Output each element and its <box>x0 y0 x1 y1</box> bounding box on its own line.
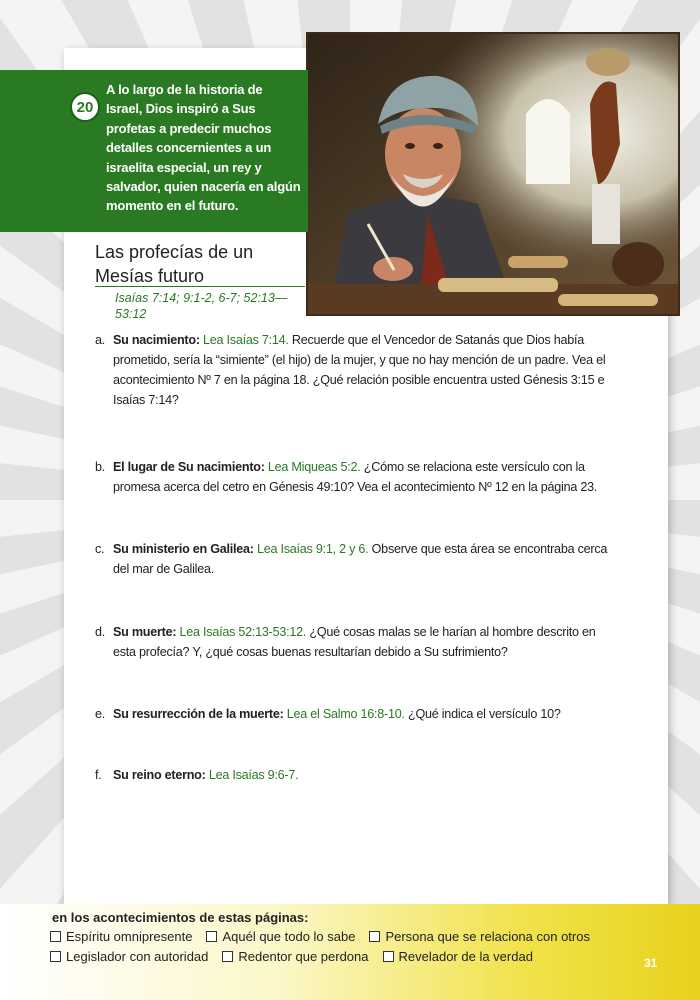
checkbox-option[interactable] <box>383 949 533 964</box>
footer-checkbox-row-2 <box>50 949 533 964</box>
checkbox-label: Aquél que todo lo sabe <box>222 929 356 944</box>
question-letter: e. <box>95 707 106 721</box>
section-title-divider <box>95 286 305 287</box>
question-letter: f. <box>95 768 102 782</box>
prophet-illustration <box>306 32 680 316</box>
question-item <box>95 457 615 497</box>
scripture-references: Isaías 7:14; 9:1-2, 6-7; 52:13—53:12 <box>115 291 288 321</box>
checkbox-square-icon[interactable] <box>369 931 380 942</box>
question-heading: Su reino eterno: <box>113 768 206 782</box>
question-item <box>95 704 615 724</box>
checkbox-square-icon[interactable] <box>50 931 61 942</box>
question-item <box>95 765 615 785</box>
question-text: ¿Qué indica el versículo 10? <box>408 707 561 721</box>
checkbox-option[interactable] <box>50 949 208 964</box>
checkbox-option[interactable] <box>222 949 368 964</box>
question-text: ¿Cómo se relaciona este versículo con la promesa acerca del cetro en Génesis 49:10? Vea el acontecimiento Nº 12 en la página 23. <box>113 460 598 494</box>
checkbox-option[interactable] <box>206 929 355 944</box>
footer-checkbox-row-1 <box>50 929 590 944</box>
question-reference: Lea Isaías 7:14. <box>203 333 289 347</box>
question-heading: Su resurrección de la muerte: <box>113 707 284 721</box>
intro-text: A lo largo de la historia de Israel, Dios inspiró a Sus profetas a predecir muchos detalles concernientes a un israelita especial, un rey y salvador, quien nacería en algún momento en el futuro. <box>106 82 301 214</box>
page-number: 31 <box>644 956 658 970</box>
footer-title: en los acontecimientos de estas páginas: <box>52 910 309 925</box>
checkbox-square-icon[interactable] <box>50 951 61 962</box>
question-text: Recuerde que el Vencedor de Satanás que Dios había prometido, sería la “simiente” (el hijo) de la mujer, y que no hay mención de un padre. Vea el acontecimiento Nº 7 en la página 18. ¿Qué relación posible encuentra usted Génesis 3:15 e Isaías 7:14? <box>113 333 606 407</box>
question-text: Observe que esta área se encontraba cerca del mar de Galilea. <box>113 542 608 576</box>
question-item <box>95 330 615 410</box>
question-text: ¿Qué cosas malas se le harían al hombre descrito en esta profecía? Y, ¿qué cosas buenas resultarían debido a Su sufrimiento? <box>113 625 596 659</box>
checkbox-option[interactable] <box>50 929 192 944</box>
checkbox-label: Legislador con autoridad <box>66 949 209 964</box>
question-heading: Su nacimiento: <box>113 333 200 347</box>
checkbox-square-icon[interactable] <box>222 951 233 962</box>
checkbox-label: Revelador de la verdad <box>398 949 533 964</box>
question-item <box>95 539 615 579</box>
question-letter: b. <box>95 460 106 474</box>
checkbox-option[interactable] <box>369 929 590 944</box>
question-reference: Lea Isaías 9:6-7. <box>208 768 299 782</box>
checkbox-label: Espíritu omnipresente <box>66 929 193 944</box>
question-heading: Su ministerio en Galilea: <box>113 542 254 556</box>
question-item <box>95 622 615 662</box>
checkbox-square-icon[interactable] <box>206 931 217 942</box>
checkbox-square-icon[interactable] <box>383 951 394 962</box>
question-letter: c. <box>95 542 105 556</box>
prophet-scene-image <box>308 34 680 316</box>
question-reference: Lea Isaías 52:13-53:12. <box>179 625 307 639</box>
question-letter: d. <box>95 625 106 639</box>
question-reference: Lea el Salmo 16:8-10. <box>286 707 405 721</box>
checkbox-label: Persona que se relaciona con otros <box>385 929 590 944</box>
question-letter: a. <box>95 333 106 347</box>
question-reference: Lea Miqueas 5:2. <box>267 460 361 474</box>
section-title: Las profecías de un Mesías futuro <box>95 242 254 286</box>
checkbox-label: Redentor que perdona <box>238 949 369 964</box>
question-heading: Su muerte: <box>113 625 177 639</box>
question-heading: El lugar de Su nacimiento: <box>113 460 265 474</box>
question-reference: Lea Isaías 9:1, 2 y 6. <box>256 542 369 556</box>
event-number-badge: 20 <box>70 92 100 122</box>
